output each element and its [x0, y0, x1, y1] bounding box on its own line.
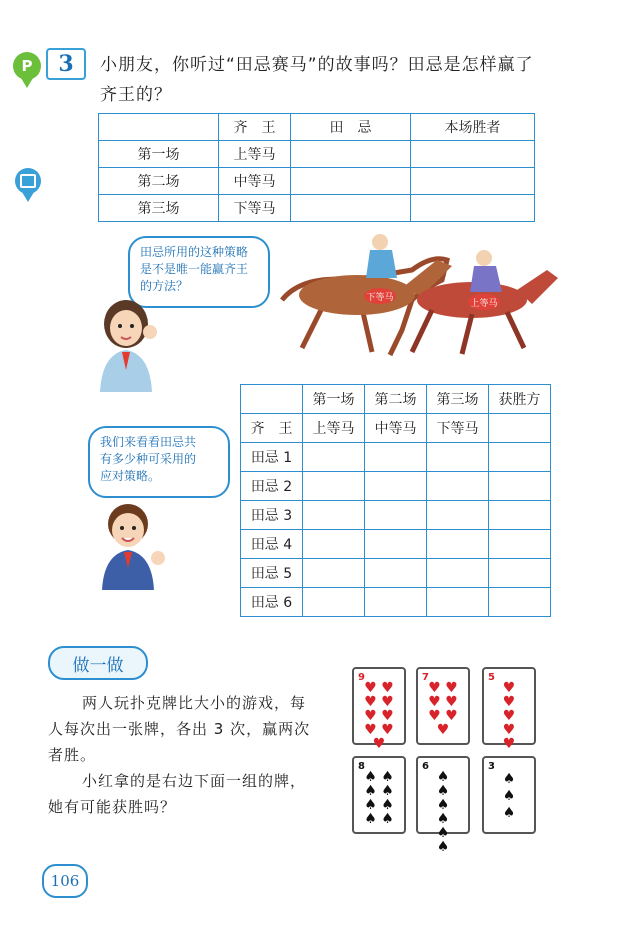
horse-race-illustration — [262, 230, 562, 360]
card-pip: ♥ — [428, 708, 441, 724]
table-cell — [427, 443, 489, 472]
card-pip: ♠ — [436, 783, 450, 799]
card-pip: ♥ — [364, 694, 377, 710]
card-pip: ♠ — [381, 783, 394, 799]
table-cell: 第二场 — [99, 168, 219, 195]
card-pip: ♠ — [436, 839, 450, 855]
card-spades-6 — [416, 756, 470, 855]
bubble-line: 有多少种可采用的 — [100, 452, 197, 466]
card-rank: 8 — [358, 761, 365, 772]
card-pip: ♥ — [445, 694, 458, 710]
card-rank: 3 — [488, 761, 495, 772]
table-header-row — [241, 385, 551, 414]
card-pip: ♥ — [502, 694, 516, 710]
question-line-2: 齐王的？ — [100, 85, 172, 105]
table-row — [241, 501, 551, 530]
question-line-1: 小朋友，你听过“田忌赛马”的故事吗？田忌是怎样赢了 — [100, 55, 534, 75]
table-cell — [291, 141, 411, 168]
card-pip: ♥ — [364, 722, 377, 738]
question-text — [100, 50, 600, 110]
bubble-line: 是不是唯一能赢齐王 — [140, 262, 249, 276]
card-pip: ♠ — [381, 797, 394, 813]
bubble-line: 的方法？ — [140, 279, 189, 293]
table-header-row — [99, 114, 535, 141]
table-header-cell: 田 忌 — [291, 114, 411, 141]
table-cell: 田忌 6 — [241, 588, 303, 617]
table-row — [241, 472, 551, 501]
table-cell — [489, 414, 551, 443]
table-cell — [489, 443, 551, 472]
table-cell — [365, 559, 427, 588]
table-cell: 田忌 3 — [241, 501, 303, 530]
card-pip: ♠ — [502, 770, 516, 787]
table-cell — [303, 501, 365, 530]
card-spades-3 — [482, 756, 536, 834]
card-pip: ♥ — [381, 708, 394, 724]
table-cell: 下等马 — [427, 414, 489, 443]
card-pip: ♠ — [364, 811, 377, 827]
card-pips — [426, 680, 460, 738]
table-cell: 第一场 — [99, 141, 219, 168]
table-row — [99, 141, 535, 168]
bubble-line: 田忌所用的这种策略 — [140, 245, 249, 259]
bubble-line: 应对策略。 — [100, 469, 161, 483]
card-pip: ♥ — [381, 722, 394, 738]
table-cell: 田忌 1 — [241, 443, 303, 472]
table-header-cell: 第一场 — [303, 385, 365, 414]
table-cell — [291, 168, 411, 195]
card-hearts-5 — [482, 667, 536, 752]
table-cell: 田忌 4 — [241, 530, 303, 559]
card-pips — [426, 769, 460, 855]
question-number: 3 — [46, 48, 86, 80]
table-header-cell — [99, 114, 219, 141]
card-pip: ♥ — [436, 722, 450, 738]
table-row — [241, 559, 551, 588]
exercise-paragraph-2: 小红拿的是右边下面一组的牌，她有可能获胜吗？ — [48, 772, 307, 816]
card-pip: ♥ — [428, 694, 441, 710]
table-cell — [303, 559, 365, 588]
horse-label-left: 下等马 — [366, 292, 394, 302]
table-cell: 下等马 — [219, 195, 291, 222]
table-cell — [489, 472, 551, 501]
card-pip: ♥ — [381, 680, 394, 696]
table-row — [241, 443, 551, 472]
table-cell — [303, 588, 365, 617]
card-pips — [362, 769, 396, 827]
card-rank: 6 — [422, 761, 429, 772]
table-cell: 齐 王 — [241, 414, 303, 443]
table-row — [241, 588, 551, 617]
card-pip: ♥ — [445, 708, 458, 724]
table-cell — [411, 168, 535, 195]
horse-race-table — [98, 113, 535, 222]
table-row — [241, 414, 551, 443]
card-pip: ♠ — [436, 811, 450, 827]
card-spades-8 — [352, 756, 406, 834]
table-cell — [303, 530, 365, 559]
table-cell: 中等马 — [219, 168, 291, 195]
bubble-line: 我们来看看田忌共 — [100, 435, 197, 449]
table-cell — [365, 530, 427, 559]
speech-bubble-boy — [88, 426, 230, 498]
card-pips — [362, 680, 396, 752]
table-cell — [365, 472, 427, 501]
table-cell — [303, 443, 365, 472]
card-pip: ♠ — [436, 797, 450, 813]
pin-p-icon: P — [13, 52, 41, 80]
card-pip: ♥ — [372, 736, 386, 752]
card-pip: ♥ — [428, 680, 441, 696]
table-cell: 中等马 — [365, 414, 427, 443]
horse-label-right: 上等马 — [470, 298, 498, 308]
table-row — [99, 168, 535, 195]
card-pip: ♥ — [381, 694, 394, 710]
card-pip: ♠ — [502, 805, 516, 822]
card-pips — [492, 680, 526, 752]
card-hearts-9 — [352, 667, 406, 752]
table-cell: 上等马 — [303, 414, 365, 443]
table-header-cell: 齐 王 — [219, 114, 291, 141]
table-cell — [303, 472, 365, 501]
table-cell — [489, 559, 551, 588]
table-cell — [291, 195, 411, 222]
card-hearts-7 — [416, 667, 470, 745]
table-cell — [411, 141, 535, 168]
table-header-cell: 获胜方 — [489, 385, 551, 414]
card-pip: ♠ — [364, 797, 377, 813]
card-pip: ♠ — [364, 783, 377, 799]
table-cell — [411, 195, 535, 222]
table-row — [241, 530, 551, 559]
card-pip: ♠ — [381, 769, 394, 785]
boy-illustration — [92, 498, 168, 590]
exercise-paragraph-1: 两人玩扑克牌比大小的游戏，每人每次出一张牌，各出 3 次，赢两次者胜。 — [48, 694, 311, 764]
table-cell — [427, 588, 489, 617]
pin-screen-icon — [15, 168, 41, 194]
card-pip: ♠ — [364, 769, 377, 785]
card-pips — [492, 770, 526, 822]
card-pip: ♠ — [502, 787, 516, 804]
table-header-cell: 第三场 — [427, 385, 489, 414]
page-number: 106 — [42, 864, 88, 898]
table-cell — [427, 472, 489, 501]
table-header-cell: 本场胜者 — [411, 114, 535, 141]
table-header-cell: 第二场 — [365, 385, 427, 414]
table-cell — [427, 501, 489, 530]
card-pip: ♥ — [445, 680, 458, 696]
card-pip: ♥ — [502, 736, 516, 752]
table-row — [99, 195, 535, 222]
card-pip: ♠ — [436, 825, 450, 841]
table-cell — [365, 501, 427, 530]
girl-illustration — [86, 292, 166, 392]
card-pip: ♥ — [502, 722, 516, 738]
card-pip: ♠ — [381, 811, 394, 827]
table-cell — [365, 588, 427, 617]
card-pip: ♥ — [364, 680, 377, 696]
card-pip: ♠ — [436, 769, 450, 785]
section-title: 做一做 — [48, 646, 148, 680]
card-rank: 7 — [422, 672, 429, 683]
table-cell — [489, 588, 551, 617]
table-cell — [427, 559, 489, 588]
strategy-table — [240, 384, 551, 617]
table-cell — [365, 443, 427, 472]
card-pip: ♥ — [502, 680, 516, 696]
table-cell — [427, 530, 489, 559]
table-cell: 田忌 2 — [241, 472, 303, 501]
table-cell: 第三场 — [99, 195, 219, 222]
table-cell: 上等马 — [219, 141, 291, 168]
card-pip: ♥ — [502, 708, 516, 724]
card-rank: 9 — [358, 672, 365, 683]
table-cell — [489, 530, 551, 559]
card-pip: ♥ — [364, 708, 377, 724]
table-cell: 田忌 5 — [241, 559, 303, 588]
table-cell — [489, 501, 551, 530]
table-header-cell — [241, 385, 303, 414]
card-rank: 5 — [488, 672, 495, 683]
